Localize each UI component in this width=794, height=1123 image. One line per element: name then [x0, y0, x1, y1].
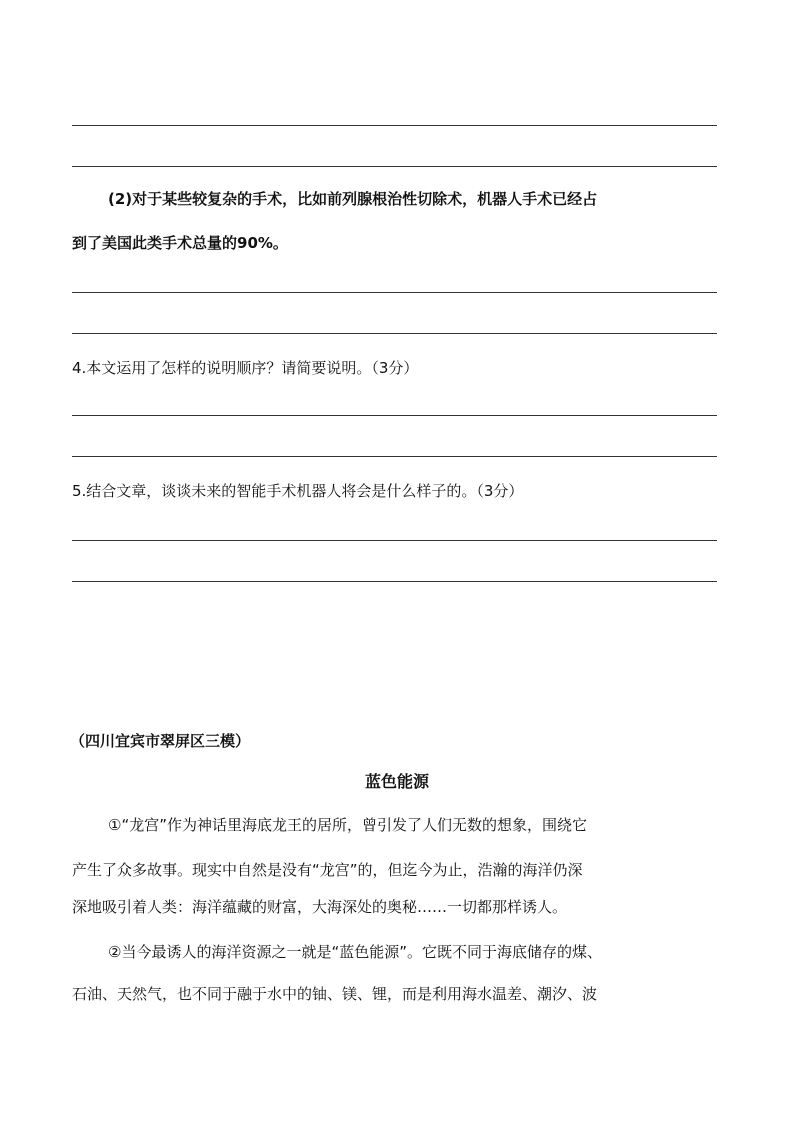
question-4: 4.本文运用了怎样的说明顺序？请简要说明。（3分） — [72, 359, 419, 377]
answer-line[interactable] — [72, 581, 717, 582]
paragraph1-line3: 深地吸引着人类：海洋蕴藏的财富，大海深处的奥秘……一切都那样诱人。 — [72, 898, 568, 916]
answer-line[interactable] — [72, 292, 717, 293]
question-part2-line2: 到了美国此类手术总量的90%。 — [72, 234, 288, 252]
answer-line[interactable] — [72, 456, 717, 457]
source-label: （四川宜宾市翠屏区三模） — [70, 732, 251, 750]
paragraph2-line1: ②当今最诱人的海洋资源之一就是“蓝色能源”。它既不同于海底储存的煤、 — [108, 943, 602, 961]
paragraph1-line1: ①“龙宫”作为神话里海底龙王的居所，曾引发了人们无数的想象，围绕它 — [108, 816, 587, 834]
question-5: 5.结合文章，谈谈未来的智能手术机器人将会是什么样子的。（3分） — [72, 482, 524, 500]
question-part2-line1: (2)对于某些较复杂的手术，比如前列腺根治性切除术，机器人手术已经占 — [108, 190, 598, 208]
answer-line[interactable] — [72, 540, 717, 541]
answer-line[interactable] — [72, 166, 717, 167]
answer-line[interactable] — [72, 125, 717, 126]
paragraph1-line2: 产生了众多故事。现实中自然是没有“龙宫”的，但迄今为止，浩瀚的海洋仍深 — [72, 861, 583, 879]
answer-line[interactable] — [72, 333, 717, 334]
article-title: 蓝色能源 — [364, 772, 429, 791]
answer-line[interactable] — [72, 415, 717, 416]
paragraph2-line2: 石油、天然气，也不同于融于水中的铀、镁、锂，而是利用海水温差、潮汐、波 — [72, 985, 598, 1003]
